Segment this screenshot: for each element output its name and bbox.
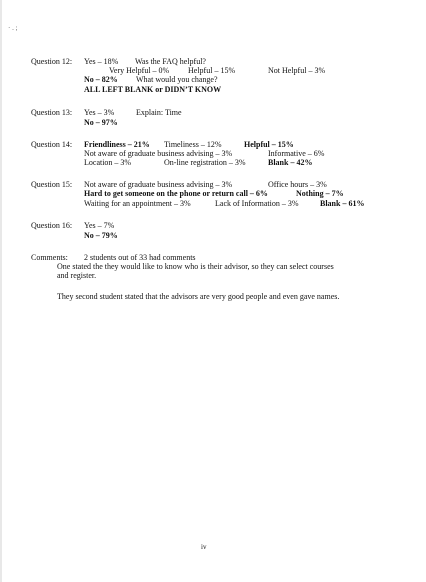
q12-blank: ALL LEFT BLANK or DIDN’T KNOW (84, 85, 222, 94)
q13-no: No – 97% (84, 118, 118, 127)
q12-helpful: Helpful – 15% (188, 66, 236, 75)
q15-not-aware: Not aware of graduate business advising – 3% (84, 180, 233, 189)
q12-change: What would you change? (136, 75, 218, 84)
q12-no: No – 82% (84, 75, 118, 84)
q15-hard-to-get: Hard to get someone on the phone or return call – 6% (84, 189, 268, 198)
q15-office-hours: Office hours – 3% (268, 180, 327, 189)
q14-informative: Informative – 6% (268, 149, 325, 158)
q14-blank: Blank – 42% (268, 158, 313, 167)
comments-line-2: and register. (57, 271, 97, 280)
q12-very-helpful: Very Helpful – 0% (109, 66, 170, 75)
q16-label: Question 16: (31, 221, 73, 230)
q15-nothing: Nothing – 7% (296, 189, 344, 198)
q12-label: Question 12: (31, 57, 73, 66)
q13-label: Question 13: (31, 108, 73, 117)
q15-blank: Blank – 61% (320, 199, 365, 208)
q16-yes: Yes – 7% (84, 221, 115, 230)
q15-lack-info: Lack of Information – 3% (215, 199, 299, 208)
q12-yes: Yes – 18% (84, 57, 119, 66)
comments-summary: 2 students out of 33 had comments (84, 253, 196, 262)
q14-timeliness: Timeliness – 12% (164, 140, 222, 149)
comments-line-1: One stated the they would like to know who is their advisor, so they can select courses (57, 262, 334, 271)
corner-mark: · . ; (8, 24, 18, 32)
q13-yes: Yes – 3% (84, 108, 115, 117)
q14-label: Question 14: (31, 140, 73, 149)
q13-explain: Explain: Time (136, 108, 182, 117)
q14-not-aware: Not aware of graduate business advising – 3% (84, 149, 233, 158)
q14-location: Location – 3% (84, 158, 132, 167)
q14-online: On-line registration – 3% (164, 158, 246, 167)
q12-question: Was the FAQ helpful? (135, 57, 206, 66)
q15-label: Question 15: (31, 180, 73, 189)
q15-waiting: Waiting for an appointment – 3% (84, 199, 191, 208)
page-number: iv (201, 543, 207, 551)
q14-helpful: Helpful – 15% (244, 140, 294, 149)
q16-no: No – 79% (84, 231, 118, 240)
comments-label: Comments: (31, 253, 68, 262)
q14-friendliness: Friendliness – 21% (84, 140, 150, 149)
comments-line-3: They second student stated that the advisors are very good people and even gave names. (57, 292, 340, 301)
q12-not-helpful: Not Helpful – 3% (268, 66, 326, 75)
scan-edge (0, 0, 2, 582)
